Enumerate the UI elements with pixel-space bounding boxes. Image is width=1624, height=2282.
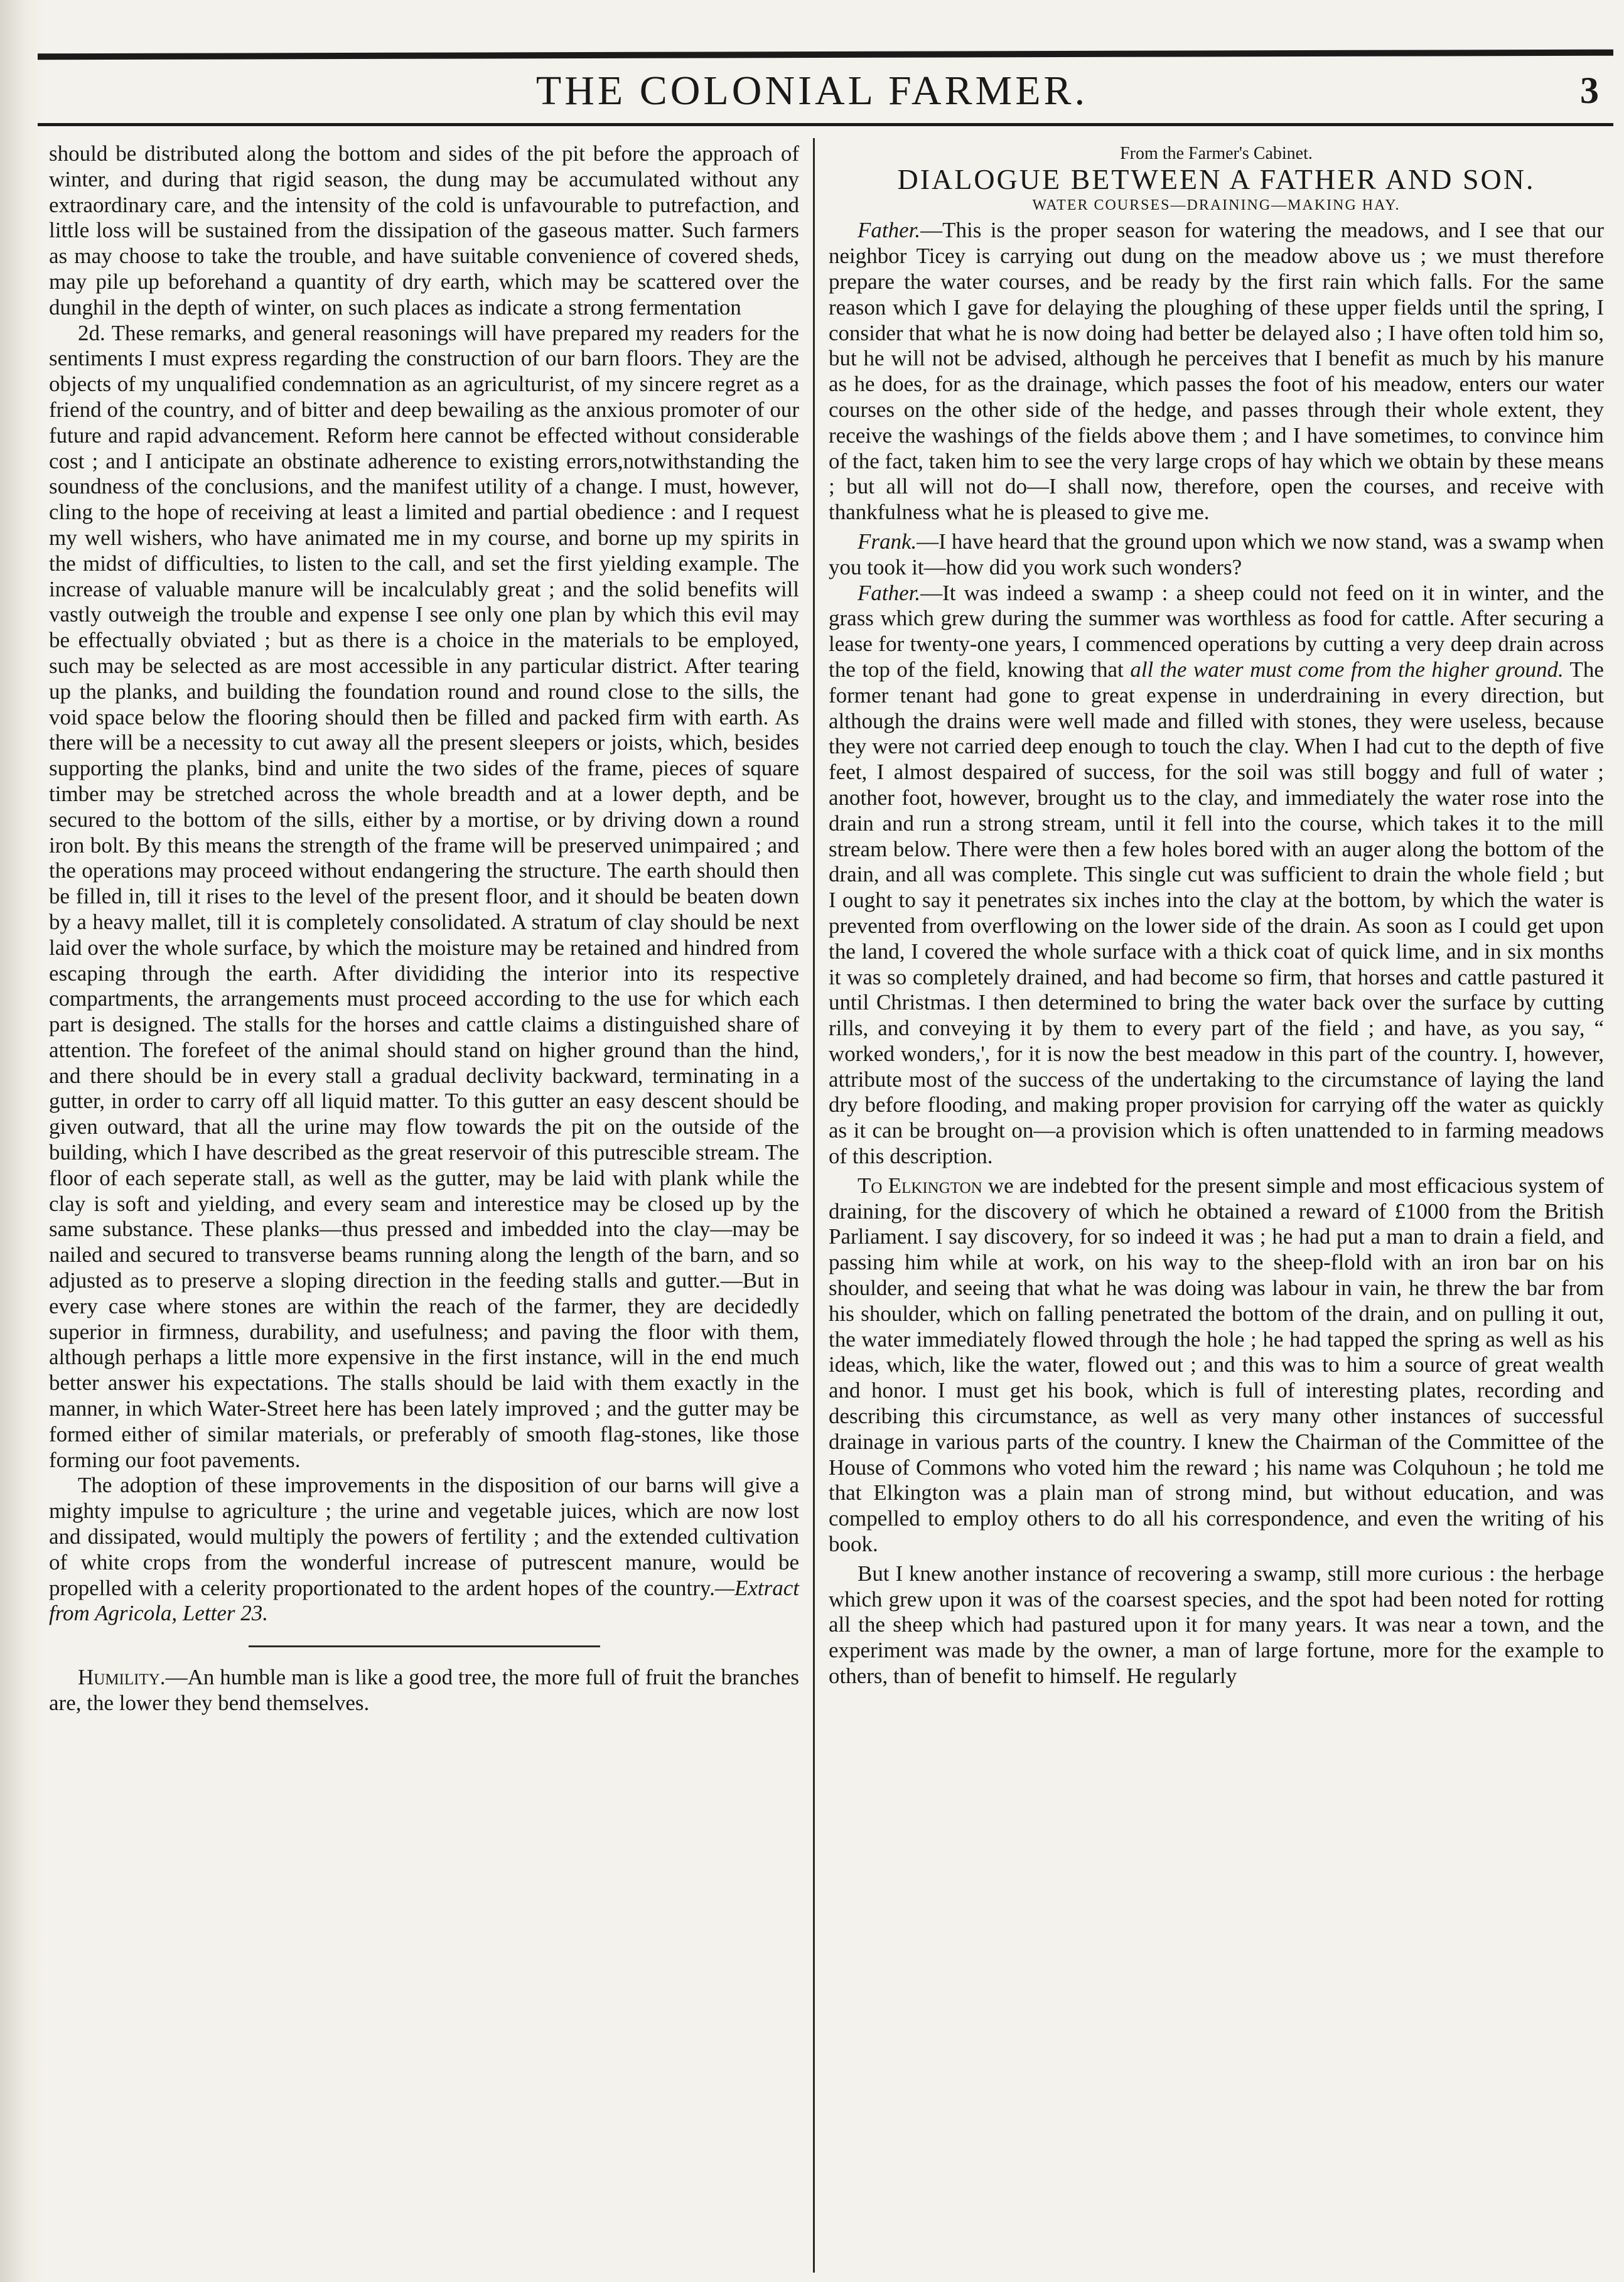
page-number: 3	[1580, 70, 1599, 111]
speaker-frank: Frank.	[858, 529, 917, 554]
dialogue-text-2: —I have heard that the ground upon which we now stand, was a swamp when you took it—how did you work such wonders?	[829, 529, 1604, 579]
dialogue-text-3a: —It was indeed a swamp : a sheep could not feed on it in winter, and the grass which grew during the summer was worthless as food for cattle. After securing a lease for twenty-one years, I commenced operations by cutting a very deep drain across the top of the field, knowing that	[829, 580, 1604, 682]
section-rule	[249, 1645, 600, 1647]
article-headline: DIALOGUE BETWEEN A FATHER AND SON.	[897, 163, 1535, 195]
column-divider	[813, 138, 815, 2273]
left-paragraph-3	[49, 1473, 799, 1627]
humility-text: —An humble man is like a good tree, the more full of fruit the branches are, the lower they bend themselves.	[49, 1665, 799, 1716]
dialogue-paragraph-3	[829, 581, 1604, 1170]
elkington-name: To Elkington	[858, 1173, 982, 1198]
left-paragraph-3-text: The adoption of these improvements in the disposition of our barns will give a mighty impulse to agriculture ; the urine and vegetable juices, which are now lost and dissipated, would multiply the powers of fertility ; and the extended cultivation of white crops from the wonderful increase of putrescent manure, would be propelled with a celerity proportionated to the ardent hopes of the country.	[49, 1473, 799, 1600]
binding-edge	[0, 0, 44, 2282]
left-paragraph-1: should be distributed along the bottom and sides of the pit before the approach of winter, and during that rigid season, the dung may be accumulated without any extraordinary care, and the intensity of the cold is unfavourable to putrefaction, and little loss will be sustained from the dissipation of the gaseous matter. Such farmers as may choose to take the trouble, and have suitable convenience of covered sheds, may pile up beforehand a quantity of dry earth, which may be scattered over the dunghil in the depth of winter, on such places as indicate a strong fermentation	[49, 141, 799, 320]
article-subhead: WATER COURSES—DRAINING—MAKING HAY.	[1032, 196, 1401, 213]
top-rule	[38, 50, 1613, 60]
dialogue-paragraph-5: But I knew another instance of recovering a swamp, still more curious : the herbage which grew upon it was of the coarsest species, and the spot had been noted for rotting all the sheep which had pastured upon it for many years. It was near a town, and the experiment was made by the owner, a man of large fortune, more for the example to others, than of benefit to himself. He regularly	[829, 1561, 1604, 1689]
speaker-father: Father.	[858, 580, 921, 605]
humility-label: Humility.	[78, 1665, 166, 1690]
left-column	[49, 141, 799, 1716]
left-paragraph-3-source: —Extract from Agricola, Letter 23.	[49, 1575, 799, 1626]
dialogue-emphasis: all the water must come from the higher ground.	[1130, 657, 1564, 682]
dialogue-text-1: —This is the proper season for watering the meadows, and I see that our neighbor Ticey is carrying out dung on the meadow above us ; we must therefore prepare the water courses, and be ready by the first rain which falls. For the same reason which I gave for delaying the ploughing of these upper fields until the spring, I consider that what he is now doing had better be delayed also ; I have often told him so, but he will not be advised, although he perceives that I benefit as much by his manure as he does, for as the drainage, which passes the foot of his meadow, enters our water courses on the other side of the hedge, and passes through their whole extent, they receive the washings of the fields above them ; and I have sometimes, to convince him of the fact, taken him to see the very large crops of hay which we obtain by these means ; but all will not do—I shall now, therefore, open the courses, and receive with thankfulness what he is pleased to give me.	[829, 218, 1604, 525]
article-source: From the Farmer's Cabinet.	[1120, 144, 1313, 163]
humility-paragraph	[49, 1665, 799, 1716]
dialogue-text-4: we are indebted for the present simple and most efficacious system of draining, for the discovery of which he obtained a reward of £1000 from the British Parliament. I say discovery, for so indeed it was ; he had put a man to drain a field, and passing him while at work, on his way to the sheep-flold with an iron bar on his shoulder, and seeing that what he was doing was labour in vain, he threw the bar from his shoulder, which on falling penetrated the bottom of the drain, and on pulling it out, the water immediately flowed through the hole ; he had tapped the spring as well as his ideas, which, like the water, flowed out ; and this was to him a source of great wealth and honor. I must get his book, which is full of interesting plates, recording and describing this circumstance, as well as very many other instances of successful drainage in various parts of the country. I knew the Chairman of the Committee of the House of Commons who voted him the reward ; his name was Colquhoun ; he told me that Elkington was a plain man of strong mind, but without education, and was compelled to employ others to do all his correspondence, and even the writing of his book.	[829, 1173, 1604, 1557]
right-column	[829, 141, 1604, 1689]
left-paragraph-2: 2d. These remarks, and general reasonings will have prepared my readers for the sentiments I must express regarding the construction of our barn floors. They are the objects of my unqualified condemnation as an agriculturist, of my sincere regret as a friend of the country, and of bitter and deep bewailing as the anxious promoter of our future and rapid advancement. Reform here cannot be effected without considerable cost ; and I anticipate an obstinate adherence to existing errors,notwithstanding the soundness of the conclusions, and the manifest utility of a change. I must, however, cling to the hope of receiving at least a limited and partial obedience : and I request my well wishers, who have animated me in my course, and borne up my spirits in the midst of difficulties, to listen to the call, and set the first yielding example. The increase of valuable manure will be incalculably great ; and the solid benefits will vastly outweigh the trouble and expense I see only one plan by which this evil may be effectually obviated ; but as there is a choice in the materials to be employed, such may be selected as are most accessible in any particular district. After tearing up the planks, and building the foundation round and round close to the sills, the void space below the flooring should then be filled and packed firm with earth. As there will be a necessity to cut away all the present sleepers or joists, which, besides supporting the planks, bind and unite the two sides of the frame, pieces of square timber may be stretched across the whole breadth and at a lower depth, and be secured to the bottom of the sills, either by a mortise, or by driving down a round iron bolt. By this means the strength of the frame will be preserved unimpaired ; and the operations may proceed without endangering the structure. The earth should then be filled in, till it rises to the level of the present floor, and it should be beaten down by a heavy mallet, till it is completely consolidated. A stratum of clay should be next laid over the whole surface, by which the moisture may be retained and hindred from escaping through the earth. After divididing the interior into its respective compartments, the arrangements must proceed according to the use for which each part is designed. The stalls for the horses and cattle claims a distinguished share of attention. The forefeet of the animal should stand on higher ground than the hind, and there should be in every stall a gradual declivity backward, terminating in a gutter, in order to carry off all liquid matter. To this gutter an easy descent should be given outward, that all the urine may flow towards the pit on the outside of the building, which I have described as the great reservoir of this putrescible stream. The floor of each seperate stall, as well as the gutter, may be laid with plank while the clay is soft and yielding, and every seam and interestice may be closed up by the same substance. These planks—thus pressed and imbedded into the clay—may be nailed and secured to transverse beams running along the length of the barn, and so adjusted as to preserve a sloping direction in the feeding stalls and gutter.—But in every case where stones are within the reach of the farmer, they are decidedly superior in firmness, durability, and usefulness; and paving the floor with them, although perhaps a little more expensive in the first instance, will in the end much better answer his expectations. The stalls should be laid with them exactly in the manner, in which Water-Street here has been lately improved ; and the gutter may be formed either of similar materials, or preferably of smooth flag-stones, like those forming our foot pavements.	[49, 320, 799, 1472]
header-rule	[38, 123, 1613, 126]
dialogue-paragraph-2	[829, 529, 1604, 581]
speaker-father: Father.	[858, 218, 921, 243]
masthead-title: THE COLONIAL FARMER.	[535, 68, 1089, 114]
dialogue-paragraph-1	[829, 218, 1604, 525]
dialogue-text-3b: The former tenant had gone to great expense in underdraining in every direction, but although the drains were well made and filled with stones, they were useless, because they were not carried deep enough to touch the clay. When I had cut to the depth of five feet, I almost despaired of success, for the soil was still boggy and full of water ; another foot, however, brought us to the clay, and immediately the water rose into the drain and run a strong stream, until it fell into the course, which takes it to the mill stream below. There were then a few holes bored with an auger along the bottom of the drain, and all was complete. This single cut was sufficient to drain the whole field ; but I ought to say it penetrates six inches into the clay at the bottom, by which the water is prevented from overflowing on the lower side of the drain. As soon as I could get upon the land, I covered the whole surface with a thick coat of quick lime, and in six months it was so completely drained, and had become so firm, that horses and cattle pastured it until Christmas. I then determined to bring the water back over the surface by cutting rills, and conveying it by them to every part of the field ; and have, as you say, “ worked wonders,', for it is now the best meadow in this part of the country. I, however, attribute most of the success of the undertaking to the circumstance of laying the land dry before flooding, and making proper provision for carrying off the water as quickly as it can be brought on—a provision which is often unattended to in farming meadows of this description.	[829, 657, 1604, 1169]
dialogue-paragraph-4	[829, 1173, 1604, 1558]
masthead	[0, 63, 1624, 119]
